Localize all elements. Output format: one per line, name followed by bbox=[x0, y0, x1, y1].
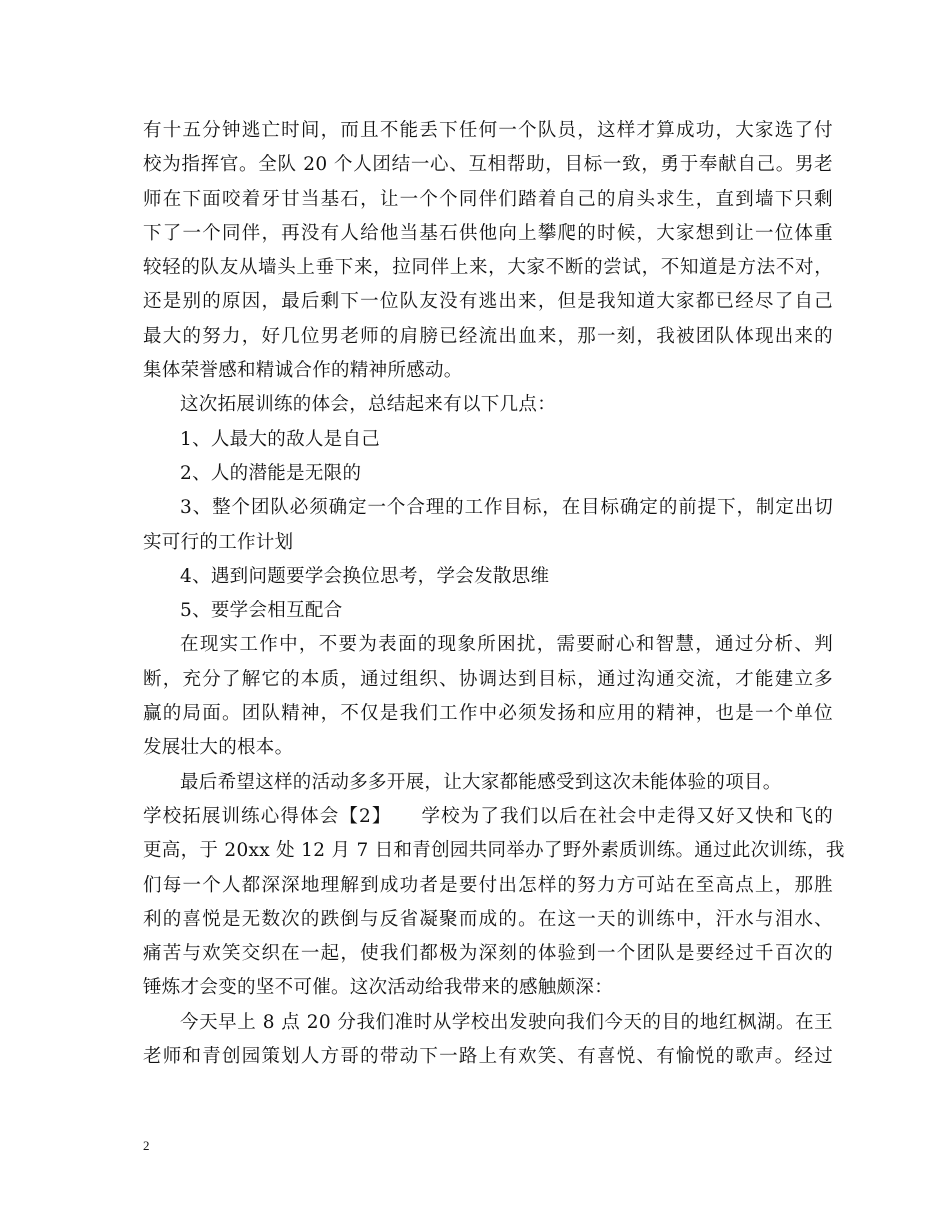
section-heading-line: 学校拓展训练心得体会【2】 学校为了我们以后在社会中走得又好又快和飞的 bbox=[143, 805, 833, 827]
text-line: 有十五分钟逃亡时间，而且不能丢下任何一个队员，这样才算成功，大家选了付 bbox=[143, 120, 833, 141]
page-number: 2 bbox=[143, 1138, 150, 1153]
list-item: 2、人的潜能是无限的 bbox=[180, 462, 362, 484]
body-text bbox=[143, 114, 845, 1074]
text-line: 断，充分了解它的本质，通过组织、协调达到目标，通过沟通交流，才能建立多 bbox=[143, 668, 833, 690]
list-item: 4、遇到问题要学会换位思考，学会发散思维 bbox=[180, 565, 550, 587]
text-line: 最大的努力，好几位男老师的肩膀已经流出血来，那一刻，我被团队体现出来的 bbox=[143, 325, 833, 347]
text-line: 痛苦与欢笑交织在一起，使我们都极为深刻的体验到一个团队是要经过千百次的 bbox=[143, 943, 833, 965]
text-line: 集体荣誉感和精诚合作的精神所感动。 bbox=[143, 360, 463, 382]
text-line: 发展壮大的根本。 bbox=[143, 737, 294, 759]
list-item: 1、人最大的敌人是自己 bbox=[180, 428, 381, 450]
text-line: 今天早上 8 点 20 分我们准时从学校出发驶向我们今天的目的地红枫湖。在王 bbox=[180, 1011, 833, 1033]
text-line: 在现实工作中，不要为表面的现象所困扰，需要耐心和智慧，通过分析、判 bbox=[180, 634, 833, 656]
text-line: 最后希望这样的活动多多开展，让大家都能感受到这次未能体验的项目。 bbox=[180, 771, 782, 793]
list-item: 3、整个团队必须确定一个合理的工作目标，在目标确定的前提下，制定出切 bbox=[180, 497, 833, 519]
text-line: 这次拓展训练的体会，总结起来有以下几点： bbox=[180, 394, 557, 416]
text-line: 老师和青创园策划人方哥的带动下一路上有欢笑、有喜悦、有愉悦的歌声。经过 bbox=[143, 1046, 833, 1068]
text-line: 们每一个人都深深地理解到成功者是要付出怎样的努力方可站在至高点上，那胜 bbox=[143, 874, 833, 896]
text-line: 锤炼才会变的坚不可催。这次活动给我带来的感触颇深： bbox=[143, 977, 614, 999]
text-line: 赢的局面。团队精神，不仅是我们工作中必须发扬和应用的精神，也是一个单位 bbox=[143, 703, 833, 725]
text-line: 利的喜悦是无数次的跌倒与反省凝聚而成的。在这一天的训练中，汗水与泪水、 bbox=[143, 908, 833, 930]
text-line: 下了一个同伴，再没有人给他当基石供他向上攀爬的时候，大家想到让一位体重 bbox=[143, 222, 833, 244]
text-line: 更高，于 20xx 处 12 月 7 日和青创园共同举办了野外素质训练。通过此次训练，我 bbox=[143, 840, 845, 862]
text-line: 校为指挥官。全队 20 个人团结一心、互相帮助，目标一致，勇于奉献自己。男老 bbox=[143, 154, 833, 176]
list-item: 5、要学会相互配合 bbox=[180, 600, 343, 622]
text-line: 较轻的队友从墙头上垂下来，拉同伴上来，大家不断的尝试，不知道是方法不对， bbox=[143, 257, 833, 279]
text-line: 实可行的工作计划 bbox=[143, 531, 294, 553]
text-line: 还是别的原因，最后剩下一位队友没有逃出来，但是我知道大家都已经尽了自己 bbox=[143, 291, 833, 313]
text-line: 师在下面咬着牙甘当基石，让一个个同伴们踏着自己的肩头求生，直到墙下只剩 bbox=[143, 188, 833, 210]
